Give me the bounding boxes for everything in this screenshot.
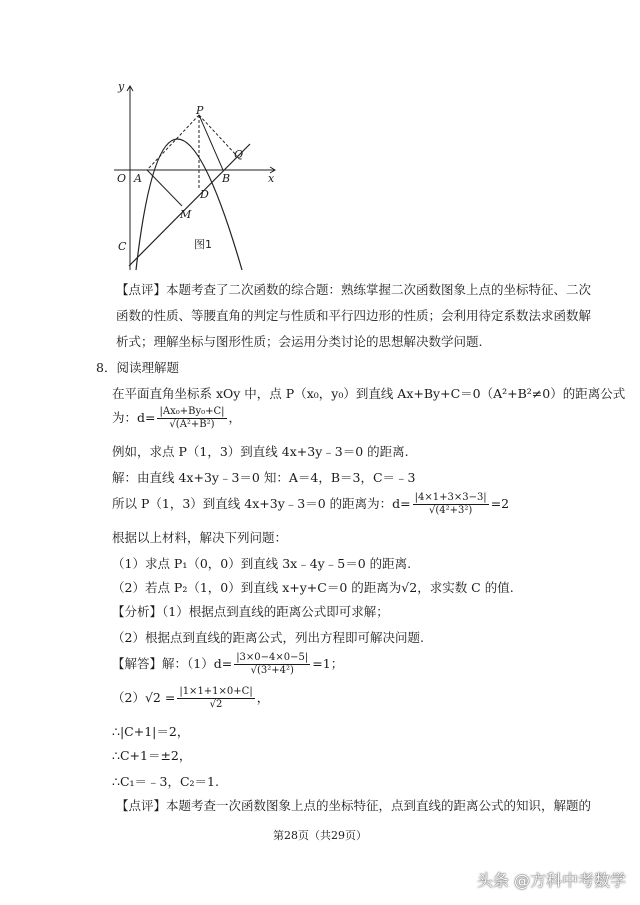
- so-suffix: =2: [490, 496, 510, 511]
- label-m: M: [180, 208, 192, 221]
- so-prefix: 所以 P（1，3）到直线 4x+3y﹣3＝0 的距离为：d=: [112, 496, 411, 511]
- so-denominator: √(4²+3²): [429, 505, 473, 516]
- s1-suffix: =1；: [312, 656, 344, 671]
- label-p: P: [196, 104, 204, 117]
- q8-solution1: [112, 652, 343, 677]
- label-o: O: [117, 172, 127, 185]
- formula-denominator: √(A²+B²): [169, 419, 215, 430]
- label-d: D: [200, 188, 209, 201]
- watermark: 头条 @方科中考数学: [476, 871, 626, 890]
- parabola: [136, 139, 242, 270]
- formula-fraction: [157, 406, 226, 431]
- s1-fraction: [234, 652, 310, 677]
- s1-numerator: |3×0−4×0−5|: [236, 652, 309, 663]
- geometry-figure: [112, 78, 292, 273]
- segment-a-m: [147, 170, 182, 206]
- s2-prefix: （2）√2 =: [112, 690, 176, 705]
- q8-analysis1: 【分析】（1）根据点到直线的距离公式即可求解；: [112, 604, 389, 619]
- segment-p-a: [147, 115, 199, 170]
- label-x: x: [268, 172, 275, 185]
- label-a: A: [134, 172, 142, 185]
- q8-p1: 在平面直角坐标系 xOy 中，点 P（x₀，y₀）到直线 Ax+By+C＝0（A²+B²≠0）的距离公式: [112, 386, 626, 401]
- q8-formula: [112, 406, 241, 431]
- q8-therefore1: ∴|C+1|＝2，: [112, 724, 190, 739]
- q8-solution2: [112, 686, 269, 711]
- q8-title: 8．阅读理解题: [96, 360, 179, 375]
- q8-solution: 解：由直线 4x+3y﹣3＝0 知：A＝4，B＝3，C＝﹣3: [112, 470, 416, 485]
- s1-denominator: √(3²+4²): [250, 665, 294, 676]
- s2-suffix: ，: [256, 690, 270, 705]
- s2-denominator: √2: [209, 699, 223, 710]
- q8-therefore3: ∴C₁＝﹣3，C₂＝1.: [112, 774, 219, 789]
- q8-q1: （1）求点 P₁（0，0）到直线 3x﹣4y﹣5＝0 的距离.: [112, 556, 412, 571]
- line-c-q: [129, 144, 250, 266]
- so-numerator: |4×1+3×3−3|: [414, 492, 487, 503]
- review2-line1: 【点评】本题考查一次函数图象上点的坐标特征，点到直线的距离公式的知识，解题的: [116, 798, 592, 813]
- q8-analysis2: （2）根据点到直线的距离公式，列出方程即可解决问题.: [112, 630, 424, 645]
- q8-basis: 根据以上材料，解决下列问题：: [112, 530, 288, 545]
- s2-fraction: [177, 686, 254, 711]
- so-fraction: [413, 492, 489, 517]
- figure-caption: 图1: [194, 238, 212, 251]
- page-footer: 第28页（共29页）: [273, 829, 367, 842]
- review1-line2: 函数的性质、等腰直角的判定与性质和平行四边形的性质；会利用待定系数法求函数解: [116, 308, 592, 323]
- formula-suffix: ，: [228, 410, 242, 425]
- formula-prefix: 为：d=: [112, 410, 156, 425]
- label-y: y: [118, 80, 125, 93]
- s1-prefix: 【解答】解：（1）d=: [112, 656, 233, 671]
- q8-q2: （2）若点 P₂（1，0）到直线 x+y+C＝0 的距离为√2，求实数 C 的值.: [112, 580, 514, 595]
- q8-so: [112, 492, 509, 517]
- segment-p-q: [199, 115, 237, 156]
- label-c: C: [118, 240, 127, 253]
- label-q: Q: [234, 148, 244, 161]
- review1-line1: 【点评】本题考查了二次函数的综合题：熟练掌握二次函数图象上点的坐标特征、二次: [116, 282, 592, 297]
- formula-numerator: |Ax₀+By₀+C|: [159, 406, 225, 417]
- q8-example: 例如，求点 P（1，3）到直线 4x+3y﹣3＝0 的距离.: [112, 444, 409, 459]
- q8-therefore2: ∴C+1＝±2，: [112, 748, 192, 763]
- review1-line3: 析式；理解坐标与图形性质；会运用分类讨论的思想解决数学问题.: [116, 334, 483, 349]
- segment-p-b: [199, 115, 223, 170]
- s2-numerator: |1×1+1×0+C|: [179, 686, 253, 697]
- label-b: B: [222, 172, 231, 185]
